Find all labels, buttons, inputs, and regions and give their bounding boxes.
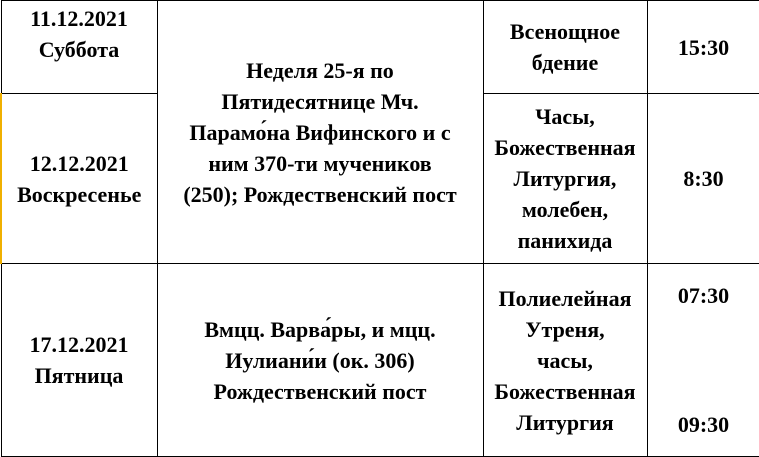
service-line: Божественная — [494, 135, 636, 160]
weekday: Воскресенье — [17, 181, 142, 207]
service-cell-1 — [483, 1, 647, 94]
time-cell-1 — [647, 1, 759, 94]
service-line: Утреня, — [525, 316, 605, 342]
service-line: Литургия, — [513, 166, 617, 191]
service-line: Полиелейная — [498, 285, 632, 311]
feast-line: Неделя 25-я по — [246, 57, 394, 83]
service-time: 07:30 — [677, 283, 730, 308]
service-line: молебен, — [521, 197, 609, 222]
feast-cell-shared — [157, 1, 483, 264]
date: 11.12.2021 — [30, 6, 128, 31]
schedule-row-3 — [1, 264, 759, 457]
feast-line: Иулиани́и (ок. 306) — [225, 347, 415, 373]
service-line: панихида — [517, 228, 613, 253]
service-line: Литургия — [516, 409, 614, 435]
service-line: Божественная — [494, 378, 636, 404]
date-cell-3 — [1, 264, 157, 457]
service-line: часы, — [537, 347, 593, 373]
service-line: Всенощное — [509, 19, 621, 44]
time-cell-2 — [647, 94, 759, 264]
schedule-row-1 — [1, 1, 759, 94]
feast-line: ним 370-ти мучеников — [208, 150, 432, 176]
service-line: бдение — [531, 50, 599, 75]
feast-line: Рождественский пост — [213, 378, 427, 404]
time-stack — [652, 280, 756, 440]
service-time: 8:30 — [683, 166, 724, 191]
date: 12.12.2021 — [29, 150, 129, 176]
weekday: Суббота — [38, 37, 120, 62]
service-time: 15:30 — [677, 34, 730, 60]
weekday: Пятница — [34, 363, 124, 388]
time-cell-3 — [647, 264, 759, 457]
service-cell-2 — [483, 94, 647, 264]
feast-line: Пятидесятнице Мч. — [221, 88, 419, 114]
service-time: 09:30 — [677, 412, 730, 437]
feast-cell-3 — [157, 264, 483, 457]
feast-line: (250); Рождественский пост — [183, 181, 457, 207]
date-cell-2 — [1, 94, 157, 264]
date-cell-1 — [1, 1, 157, 94]
service-cell-3 — [483, 264, 647, 457]
date: 17.12.2021 — [29, 332, 129, 357]
feast-line: Вмцц. Варва́ры, и мцц. — [204, 316, 436, 342]
service-line: Часы, — [535, 104, 595, 129]
feast-line: Парамо́на Вифинского и с — [189, 119, 451, 145]
